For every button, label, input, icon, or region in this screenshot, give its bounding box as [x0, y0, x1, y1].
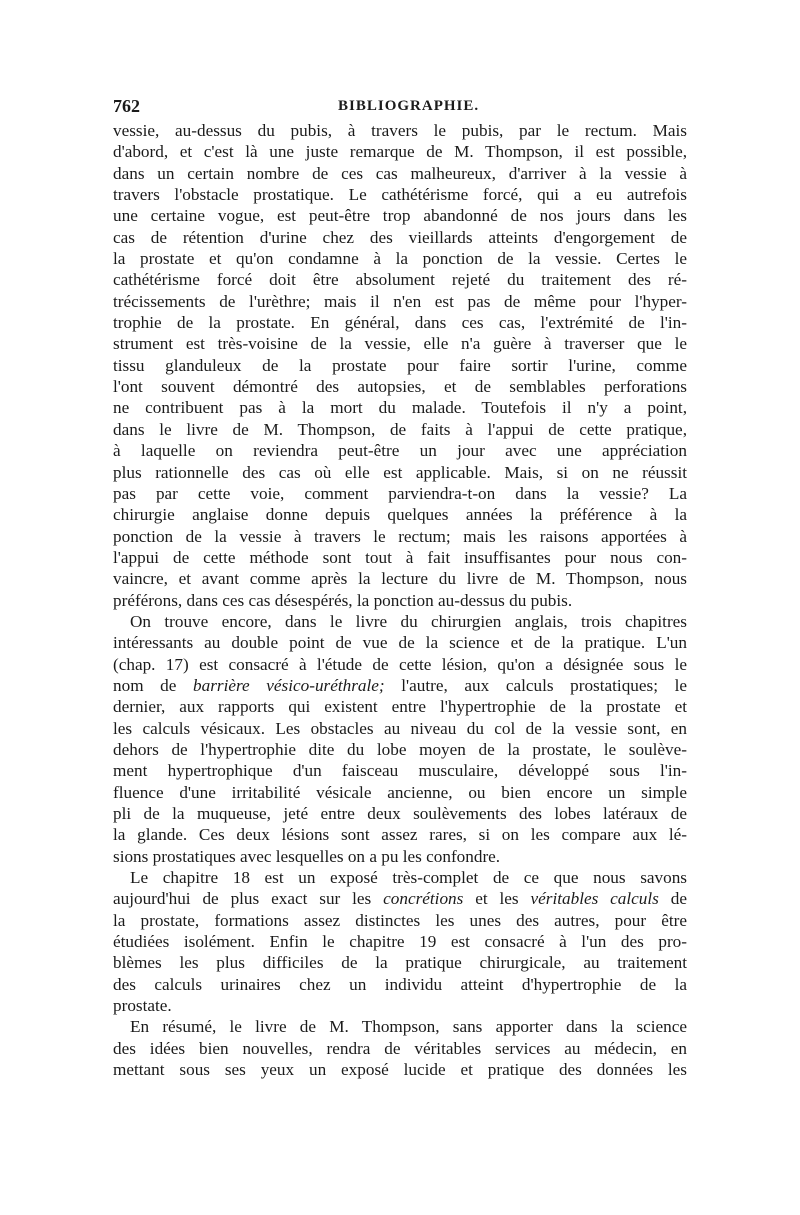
text-line — [113, 269, 687, 290]
text-line — [113, 867, 687, 888]
text-line — [113, 739, 687, 760]
text-line — [113, 440, 687, 461]
text-segment: dehors de l'hypertrophie dite du lobe moyen de la prostate, le soulève- — [113, 739, 687, 759]
text-line — [113, 184, 687, 205]
text-segment: de — [658, 889, 687, 909]
text-segment: et les — [463, 889, 531, 909]
text-segment: ne contribuent pas à la mort du malade. Toutefois il n'y a point, — [113, 398, 687, 418]
text-line — [113, 910, 687, 931]
text-line — [113, 462, 687, 483]
text-line — [113, 419, 687, 440]
page-header — [113, 96, 687, 122]
text-segment: Le chapitre 18 est un exposé très-complet de ce que nous savons — [130, 868, 687, 888]
text-line — [113, 1059, 687, 1080]
text-line — [113, 760, 687, 781]
text-line — [113, 547, 687, 568]
text-line — [113, 376, 687, 397]
text-segment: On trouve encore, dans le livre du chirurgien anglais, trois chapitres — [130, 611, 687, 631]
text-line — [113, 675, 687, 696]
text-segment: l'autre, aux calculs prostatiques; le — [384, 675, 687, 695]
text-line — [113, 696, 687, 717]
text-segment: pas par cette voie, comment parviendra-t-on dans la vessie? La — [113, 483, 687, 503]
text-segment: cathétérisme forcé doit être absolument rejeté du traitement des ré- — [113, 270, 687, 290]
text-line — [113, 995, 687, 1016]
text-segment: une certaine vogue, est peut-être trop abandonné de nos jours dans les — [113, 206, 687, 226]
italic-term: barrière vésico-uréthrale; — [193, 675, 385, 695]
text-segment: trécissements de l'urèthre; mais il n'en est pas de même pour l'hyper- — [113, 291, 687, 311]
text-line — [113, 141, 687, 162]
text-line — [113, 718, 687, 739]
text-line — [113, 1038, 687, 1059]
text-segment: intéressants au double point de vue de la science et de la pratique. L'un — [113, 633, 687, 653]
running-head: BIBLIOGRAPHIE. — [338, 98, 480, 114]
italic-term: concrétions — [383, 889, 464, 909]
text-line — [113, 590, 687, 611]
text-line — [113, 782, 687, 803]
text-line — [113, 846, 687, 867]
text-segment: vaincre, et avant comme après la lecture du livre de M. Thompson, nous — [113, 569, 687, 589]
text-segment: ponction de la vessie à travers le rectum; mais les raisons apportées à — [113, 526, 687, 546]
text-line — [113, 504, 687, 525]
text-line — [113, 654, 687, 675]
text-segment: tissu glanduleux de la prostate pour faire sortir l'urine, comme — [113, 355, 687, 375]
text-line — [113, 483, 687, 504]
text-line — [113, 397, 687, 418]
text-segment: l'appui de cette méthode sont tout à fait insuffisantes pour nous con- — [113, 547, 687, 567]
text-segment: plus rationnelle des cas où elle est applicable. Mais, si on ne réussit — [113, 462, 687, 482]
text-segment: trophie de la prostate. En général, dans ces cas, l'extrémité de l'in- — [113, 313, 687, 333]
text-segment: blèmes les plus difficiles de la pratique chirurgicale, au traitement — [113, 953, 687, 973]
text-line — [113, 952, 687, 973]
text-segment: travers l'obstacle prostatique. Le cathétérisme forcé, qui a eu autrefois — [113, 185, 687, 205]
text-segment: la glande. Ces deux lésions sont assez rares, si on les compare aux lé- — [113, 825, 687, 845]
text-line — [113, 888, 687, 909]
text-line — [113, 227, 687, 248]
text-segment: étudiées isolément. Enfin le chapitre 19 est consacré à l'un des pro- — [113, 932, 687, 952]
text-line — [113, 163, 687, 184]
text-line — [113, 333, 687, 354]
text-segment: prostate. — [113, 996, 172, 1016]
text-segment: dans le livre de M. Thompson, de faits à l'appui de cette pratique, — [113, 419, 687, 439]
text-line — [113, 312, 687, 333]
text-segment: les calculs vésicaux. Les obstacles au niveau du col de la vessie sont, en — [113, 718, 687, 738]
text-segment: (chap. 17) est consacré à l'étude de cette lésion, qu'on a désignée sous le — [113, 654, 687, 674]
text-line — [113, 568, 687, 589]
text-line — [113, 974, 687, 995]
text-segment: préférons, dans ces cas désespérés, la ponction au-dessus du pubis. — [113, 590, 573, 610]
text-segment: l'ont souvent démontré des autopsies, et de semblables perforations — [113, 377, 687, 397]
text-line — [113, 1016, 687, 1037]
text-segment: vessie, au-dessus du pubis, à travers le pubis, par le rectum. Mais — [113, 121, 687, 140]
text-line — [113, 611, 687, 632]
text-segment: des calculs urinaires chez un individu atteint d'hypertrophie de la — [113, 974, 687, 994]
italic-term: véritables calculs — [530, 889, 659, 909]
text-line — [113, 291, 687, 312]
text-line — [113, 355, 687, 376]
text-segment: mettant sous ses yeux un exposé lucide et pratique des données les — [113, 1060, 687, 1080]
text-segment: pli de la muqueuse, jeté entre deux soulèvements des lobes latéraux de — [113, 804, 687, 823]
text-line — [113, 824, 687, 845]
text-segment: dans un certain nombre de ces cas malheureux, d'arriver à la vessie à — [113, 163, 687, 183]
text-line — [113, 526, 687, 547]
text-segment: ment hypertrophique d'un faisceau musculaire, développé sous l'in- — [113, 761, 687, 781]
text-segment: d'abord, et c'est là une juste remarque de M. Thompson, il est possible, — [113, 142, 687, 162]
text-line — [113, 632, 687, 653]
text-segment: des idées bien nouvelles, rendra de véritables services au médecin, en — [113, 1038, 687, 1058]
text-segment: cas de rétention d'urine chez des vieillards atteints d'engorgement de — [113, 227, 687, 247]
text-segment: strument est très-voisine de la vessie, elle n'a guère à traverser que le — [113, 334, 687, 354]
body-text — [113, 120, 687, 1080]
text-line — [113, 803, 687, 824]
text-segment: la prostate, formations assez distinctes les unes des autres, pour être — [113, 910, 687, 930]
text-segment: sions prostatiques avec lesquelles on a pu les confondre. — [113, 846, 501, 866]
text-segment: à laquelle on reviendra peut-être un jour avec une appréciation — [113, 441, 687, 461]
text-segment: aujourd'hui de plus exact sur les — [113, 889, 384, 909]
text-line — [113, 120, 687, 141]
text-line — [113, 248, 687, 269]
text-segment: chirurgie anglaise donne depuis quelques années la préférence à la — [113, 505, 687, 525]
text-segment: nom de — [113, 675, 194, 695]
text-segment: la prostate et qu'on condamne à la ponction de la vessie. Certes le — [113, 249, 687, 269]
text-segment: dernier, aux rapports qui existent entre l'hypertrophie de la prostate et — [113, 697, 687, 717]
text-line — [113, 931, 687, 952]
page-number: 762 — [113, 96, 140, 116]
text-segment: fluence d'une irritabilité vésicale ancienne, ou bien encore un simple — [113, 782, 687, 802]
text-line — [113, 205, 687, 226]
text-segment: En résumé, le livre de M. Thompson, sans apporter dans la science — [130, 1017, 687, 1037]
